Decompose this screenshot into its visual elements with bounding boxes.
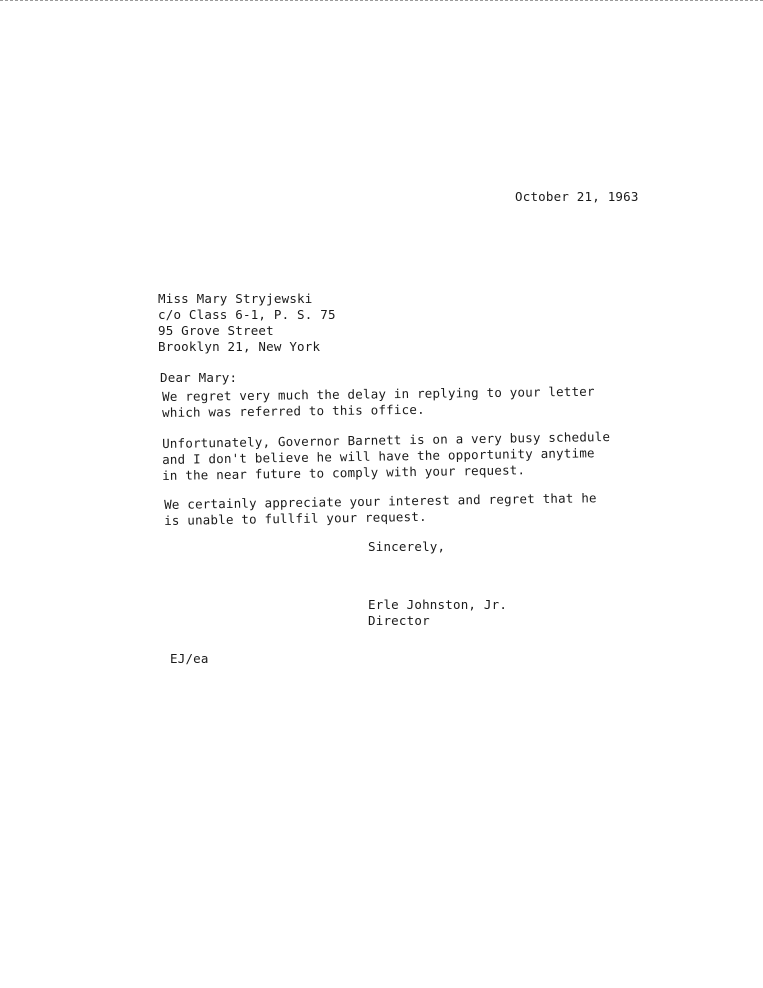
paragraph-1-line-1: We regret very much the delay in replying to your letter xyxy=(162,383,595,404)
signer-name: Erle Johnston, Jr. xyxy=(368,597,508,612)
recipient-address-line: c/o Class 6-1, P. S. 75 xyxy=(158,307,336,322)
signer-title: Director xyxy=(368,613,430,628)
letter-date: October 21, 1963 xyxy=(515,189,639,204)
recipient-name: Miss Mary Stryjewski xyxy=(158,291,313,306)
closing: Sincerely, xyxy=(368,539,446,554)
paragraph-2-line-2: and I don't believe he will have the opportunity anytime xyxy=(162,445,595,467)
paragraph-3-line-2: is unable to fullfil your request. xyxy=(164,508,427,528)
paragraph-1-line-2: which was referred to this office. xyxy=(162,401,425,420)
paragraph-2-line-3: in the near future to comply with your request. xyxy=(162,462,526,483)
salutation: Dear Mary: xyxy=(160,370,238,385)
recipient-street: 95 Grove Street xyxy=(158,323,274,338)
recipient-city: Brooklyn 21, New York xyxy=(158,339,321,354)
typist-initials: EJ/ea xyxy=(170,651,209,666)
paragraph-2-line-1: Unfortunately, Governor Barnett is on a very busy schedule xyxy=(162,428,611,451)
paragraph-3-line-1: We certainly appreciate your interest and regret that he xyxy=(164,490,597,512)
